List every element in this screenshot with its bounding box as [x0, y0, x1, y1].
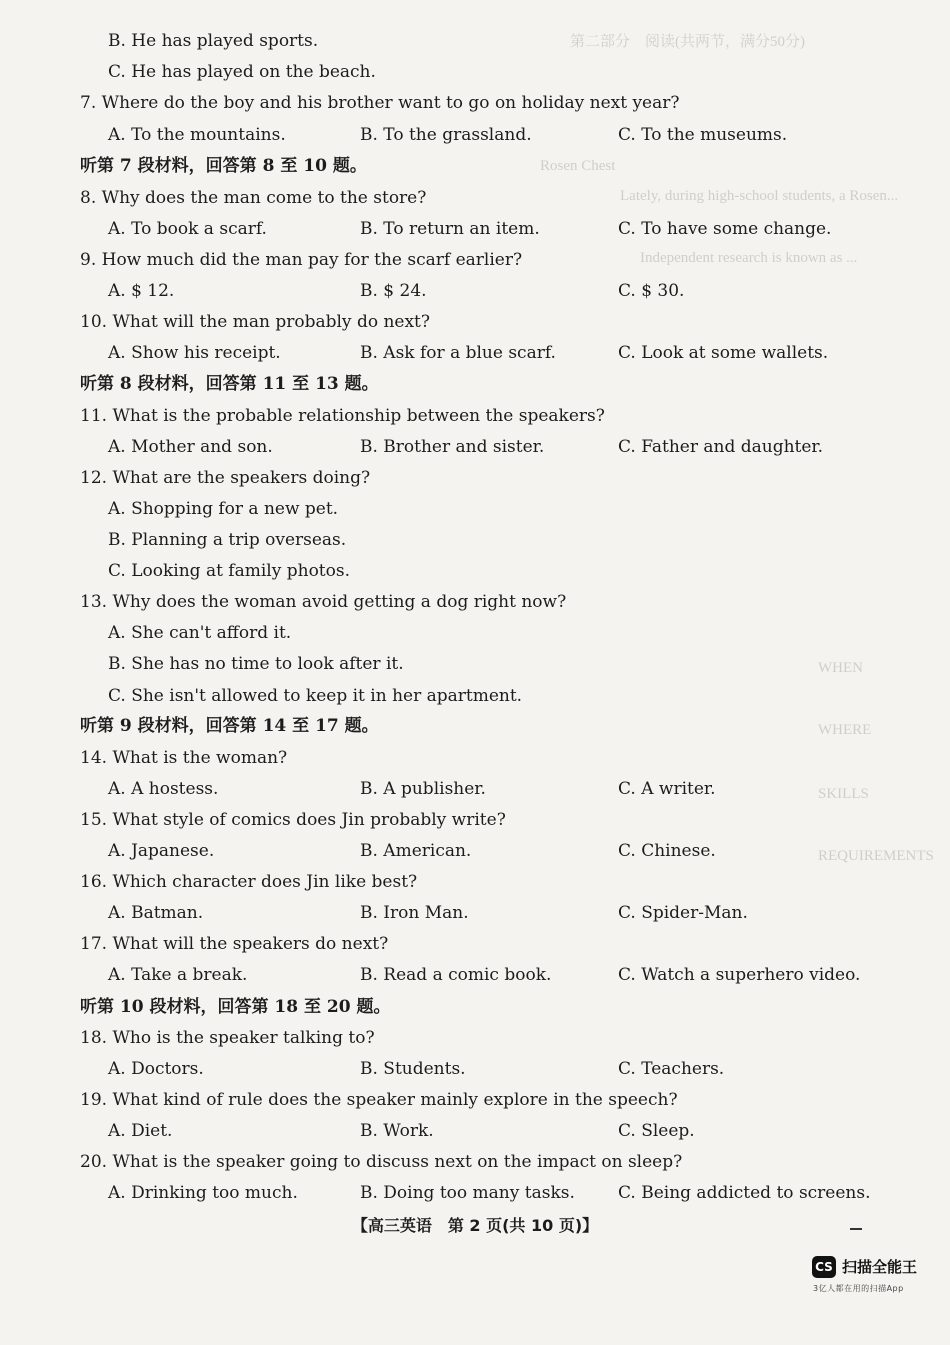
bleed-text: Independent research is known as ...: [640, 250, 858, 266]
options-row: [0, 964, 950, 990]
option-c: C. Spider-Man.: [618, 903, 748, 923]
option-b: B. Iron Man.: [360, 903, 469, 923]
bleed-text: REQUIREMENTS: [818, 848, 934, 864]
question: 9. How much did the man pay for the scarf earlier?: [80, 250, 523, 270]
option: A. She can't afford it.: [108, 623, 292, 643]
option-a: A. Mother and son.: [108, 437, 273, 457]
option-a: A. A hostess.: [108, 779, 219, 799]
options-row: [0, 902, 950, 928]
option-a: A. To book a scarf.: [108, 219, 267, 239]
option-a: A. To the mountains.: [108, 125, 286, 145]
option-b: B. Students.: [360, 1059, 466, 1079]
option-c: C. Sleep.: [618, 1121, 695, 1141]
option-b: B. Ask for a blue scarf.: [360, 343, 556, 363]
camscanner-logo-icon: CS: [812, 1256, 836, 1278]
option-c: C. Watch a superhero video.: [618, 965, 861, 985]
options-row: [0, 218, 950, 244]
option-b: B. To return an item.: [360, 219, 540, 239]
option-a: A. Doctors.: [108, 1059, 204, 1079]
options-row: [0, 1182, 950, 1208]
bleed-text: Lately, during high-school students, a Rosen...: [620, 188, 899, 204]
option-b: B. Brother and sister.: [360, 437, 545, 457]
option-b: B. A publisher.: [360, 779, 486, 799]
option: B. Planning a trip overseas.: [108, 530, 347, 550]
option-a: A. Diet.: [108, 1121, 173, 1141]
question: 11. What is the probable relationship between the speakers?: [80, 406, 605, 426]
options-row: [0, 436, 950, 462]
option-a: A. Show his receipt.: [108, 343, 281, 363]
option: C. He has played on the beach.: [108, 62, 376, 82]
option-c: C. A writer.: [618, 779, 716, 799]
option-b: B. Read a comic book.: [360, 965, 552, 985]
options-row: [0, 280, 950, 306]
question: 19. What kind of rule does the speaker mainly explore in the speech?: [80, 1090, 678, 1110]
question: 16. Which character does Jin like best?: [80, 872, 418, 892]
option: A. Shopping for a new pet.: [108, 499, 339, 519]
question: 8. Why does the man come to the store?: [80, 188, 427, 208]
option: C. Looking at family photos.: [108, 561, 351, 581]
bleed-text: Rosen Chest: [540, 158, 616, 174]
option-c: C. Teachers.: [618, 1059, 725, 1079]
camscanner-name: 扫描全能王: [842, 1258, 918, 1276]
option: B. He has played sports.: [108, 31, 319, 51]
option-a: A. Japanese.: [108, 841, 215, 861]
camscanner-tagline: 3亿人都在用的扫描App: [813, 1284, 904, 1293]
footer-dash: [850, 1228, 862, 1230]
question: 18. Who is the speaker talking to?: [80, 1028, 375, 1048]
option-c: C. Chinese.: [618, 841, 716, 861]
option-c: C. To have some change.: [618, 219, 832, 239]
option-c: C. Look at some wallets.: [618, 343, 829, 363]
options-row: [0, 1120, 950, 1146]
bleed-text: WHERE: [818, 722, 872, 738]
page-footer: 【高三英语 第 2 页(共 10 页)】: [351, 1216, 599, 1235]
question: 10. What will the man probably do next?: [80, 312, 431, 332]
question: 15. What style of comics does Jin probably write?: [80, 810, 506, 830]
options-row: [0, 124, 950, 150]
question: 17. What will the speakers do next?: [80, 934, 389, 954]
question: 14. What is the woman?: [80, 748, 288, 768]
option-b: B. Doing too many tasks.: [360, 1183, 575, 1203]
option: C. She isn't allowed to keep it in her apartment.: [108, 686, 523, 706]
bleed-text: SKILLS: [818, 786, 869, 802]
option-a: A. Batman.: [108, 903, 204, 923]
question: 7. Where do the boy and his brother want to go on holiday next year?: [80, 93, 680, 113]
option-b: B. Work.: [360, 1121, 434, 1141]
option: B. She has no time to look after it.: [108, 654, 404, 674]
options-row: [0, 778, 950, 804]
options-row: [0, 342, 950, 368]
options-row: [0, 840, 950, 866]
options-row: [0, 1058, 950, 1084]
option-b: B. American.: [360, 841, 472, 861]
section-heading: 听第 10 段材料，回答第 18 至 20 题。: [80, 997, 391, 1017]
section-heading: 听第 7 段材料，回答第 8 至 10 题。: [80, 156, 367, 176]
question: 13. Why does the woman avoid getting a dog right now?: [80, 592, 567, 612]
option-c: C. Father and daughter.: [618, 437, 824, 457]
section-heading: 听第 8 段材料，回答第 11 至 13 题。: [80, 374, 379, 394]
option-c: C. To the museums.: [618, 125, 788, 145]
option-a: A. Take a break.: [108, 965, 248, 985]
bleed-text: WHEN: [818, 660, 863, 676]
option-b: B. $ 24.: [360, 281, 427, 301]
option-c: C. Being addicted to screens.: [618, 1183, 871, 1203]
question: 12. What are the speakers doing?: [80, 468, 371, 488]
option-a: A. $ 12.: [108, 281, 175, 301]
option-a: A. Drinking too much.: [108, 1183, 298, 1203]
option-b: B. To the grassland.: [360, 125, 532, 145]
question: 20. What is the speaker going to discuss next on the impact on sleep?: [80, 1152, 683, 1172]
bleed-text: 第二部分 阅读(共两节，满分50分): [570, 34, 805, 50]
section-heading: 听第 9 段材料，回答第 14 至 17 题。: [80, 716, 379, 736]
option-c: C. $ 30.: [618, 281, 685, 301]
